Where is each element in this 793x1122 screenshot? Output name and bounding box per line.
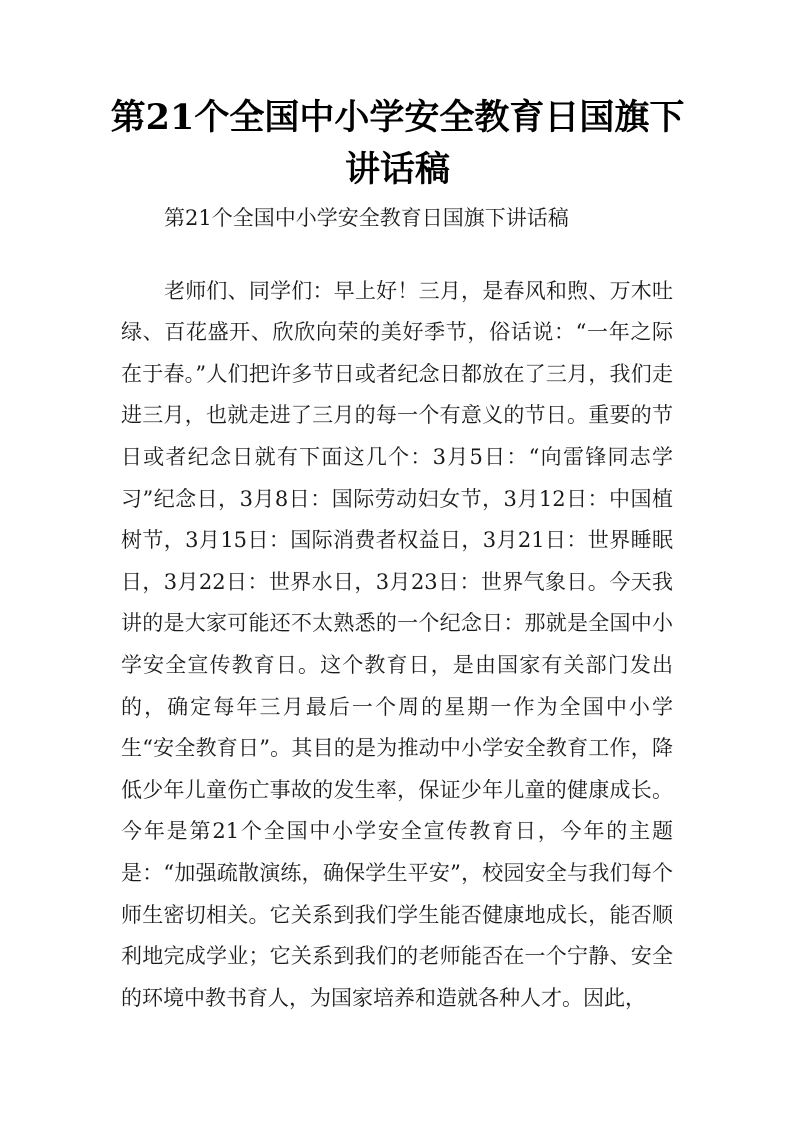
- subtitle-paragraph: 第21个全国中小学安全教育日国旗下讲话稿: [164, 206, 569, 230]
- body-paragraph: 老师们、同学们：早上好！三月，是春风和煦、万木吐绿、百花盛开、欣欣向荣的美好季节，俗话说：“一年之际在于春。”人们把许多节日或者纪念日都放在了三月，我们走进三月，也就走进了三月的每一个有意义的节日。重要的节日或者纪念日就有下面这几个：3月5日：“向雷锋同志学习”纪念日，3月8日：国际劳动妇女节，3月12日：中国植树节，3月15日：国际消费者权益日，3月21日：世界睡眠日，3月22日：世界水日，3月23日：世界气象日。今天我讲的是大家可能还不太熟悉的一个纪念日：那就是全国中小学安全宣传教育日。这个教育日，是由国家有关部门发出的，确定每年三月最后一个周的星期一作为全国中小学生“安全教育日”。其目的是为推动中小学安全教育工作，降低少年儿童伤亡事故的发生率，保证少年儿童的健康成长。今年是第21个全国中小学安全宣传教育日，今年的主题是：“加强疏散演练，确保学生平安”，校园安全与我们每个师生密切相关。它关系到我们学生能否健康地成长，能否顺利地完成学业；它关系到我们的老师能否在一个宁静、安全的环境中教书育人，为国家培养和造就各种人才。因此，: [121, 278, 673, 1010]
- document-title: 第21个全国中小学安全教育日国旗下讲话稿: [110, 97, 685, 190]
- document-body: [121, 198, 673, 1019]
